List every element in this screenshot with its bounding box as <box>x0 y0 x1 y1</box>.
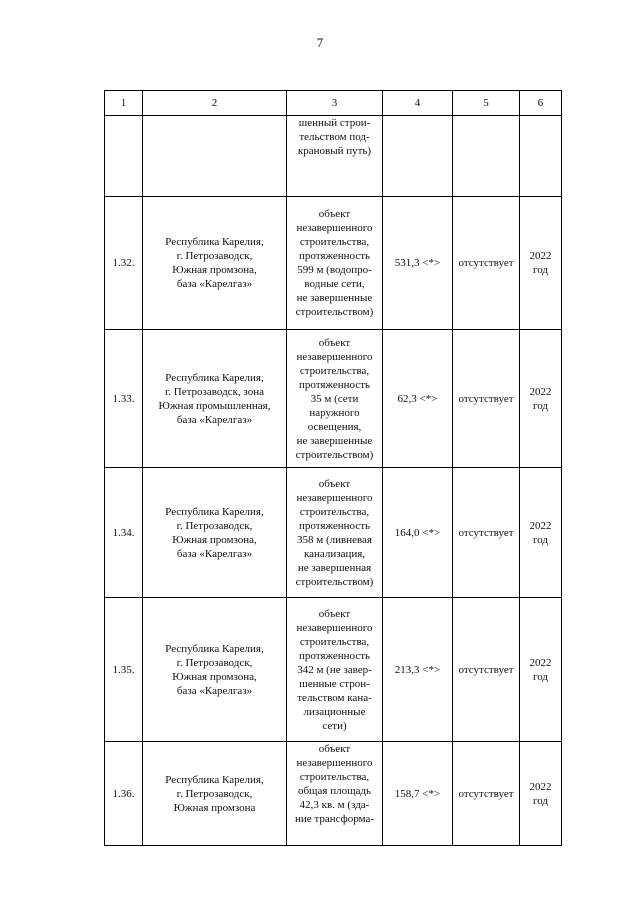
table-row <box>105 742 562 846</box>
address-line: г. Петрозаводск, <box>176 250 253 262</box>
address-cell <box>143 742 287 846</box>
address-line: база «Карелгаз» <box>176 684 253 697</box>
description-line: 342 м (не завер- <box>297 663 372 676</box>
table-row <box>105 330 562 468</box>
description-line: строительства, <box>299 236 370 248</box>
column-header: 2 <box>143 91 287 116</box>
address-line: г. Петрозаводск, <box>176 787 253 800</box>
description-line: 599 м (водопро- <box>297 264 372 276</box>
row-number: 1.34. <box>105 468 143 598</box>
description-line: не завершенные <box>296 434 373 447</box>
table-row <box>105 598 562 742</box>
column-header: 5 <box>453 91 520 116</box>
year-line: год <box>532 399 549 412</box>
year-line: год <box>532 670 549 683</box>
address-line: Республика Карелия, <box>165 371 264 384</box>
address-cell <box>143 197 287 330</box>
year-cell <box>520 197 562 330</box>
description-line: тельством кана- <box>297 691 372 704</box>
table-row <box>105 197 562 330</box>
table-row <box>105 468 562 598</box>
description-line: наружного <box>309 406 360 419</box>
value-cell: 164,0 <*> <box>383 468 453 598</box>
description-line: объект <box>318 336 351 349</box>
year-cell <box>520 330 562 468</box>
row-number: 1.33. <box>105 330 143 468</box>
table-cell <box>520 116 562 197</box>
description-line: строительства, <box>299 364 370 377</box>
objects-table <box>104 90 562 846</box>
address-line: г. Петрозаводск, зона <box>165 385 264 398</box>
description-line: протяженность <box>298 250 371 262</box>
description-line: объект <box>318 477 351 490</box>
year-line: год <box>532 264 549 276</box>
year-line: год <box>532 794 549 807</box>
description-line: не завершенная <box>297 561 372 574</box>
table-cell <box>453 116 520 197</box>
table-header-row <box>105 91 562 116</box>
address-line: Республика Карелия, <box>165 505 264 518</box>
year-cell <box>520 468 562 598</box>
address-line: г. Петрозаводск, <box>176 519 253 532</box>
continuation-row <box>105 116 562 197</box>
description-line: объект <box>318 208 351 220</box>
address-line: Южная промзона, <box>172 533 257 546</box>
address-line: г. Петрозаводск, <box>176 656 253 669</box>
description-line: незавершенного <box>296 621 373 634</box>
address-cell <box>143 330 287 468</box>
row-number: 1.35. <box>105 598 143 742</box>
column-header: 4 <box>383 91 453 116</box>
description-line: ние трансформа- <box>294 813 375 825</box>
description-line: шенные строн- <box>299 677 370 690</box>
column-header: 6 <box>520 91 562 116</box>
description-line: 42,3 кв. м (зда- <box>299 799 370 811</box>
year-cell <box>520 598 562 742</box>
address-line: Южная промышленная, <box>158 399 271 412</box>
year-line: год <box>532 533 549 546</box>
description-line: строительством) <box>295 306 374 318</box>
address-line: Южная промзона <box>173 801 256 814</box>
description-line: освещения, <box>307 420 362 433</box>
address-cell <box>143 468 287 598</box>
status-cell: отсутствует <box>453 197 520 330</box>
description-line: крановый путь) <box>297 145 372 157</box>
value-cell: 213,3 <*> <box>383 598 453 742</box>
page-number: 7 <box>316 35 324 50</box>
description-line: строительства, <box>299 635 370 648</box>
description-line: общая площадь <box>297 785 372 797</box>
description-line: 358 м (ливневая <box>297 533 372 546</box>
address-line: Республика Карелия, <box>165 236 264 248</box>
description-line: лизационные <box>303 705 366 718</box>
year-line: 2022 <box>529 250 552 262</box>
description-cell <box>287 116 383 197</box>
description-line: канализация, <box>303 547 366 560</box>
description-line: протяженность <box>298 378 371 391</box>
description-line: строительством) <box>295 575 374 588</box>
status-cell: отсутствует <box>453 598 520 742</box>
description-line: шенный строи- <box>298 117 371 129</box>
description-line: 35 м (сети <box>310 392 359 405</box>
description-cell <box>287 598 383 742</box>
description-line: водные сети, <box>304 278 365 290</box>
description-line: сети) <box>322 719 347 732</box>
description-line: незавершенного <box>296 491 373 504</box>
status-cell: отсутствует <box>453 468 520 598</box>
address-line: база «Карелгаз» <box>176 413 253 426</box>
description-line: строительством) <box>295 448 374 461</box>
address-line: Республика Карелия, <box>165 773 264 786</box>
description-cell <box>287 197 383 330</box>
year-cell <box>520 742 562 846</box>
address-line: база «Карелгаз» <box>176 547 253 560</box>
address-line: Южная промзона, <box>172 264 257 276</box>
year-line: 2022 <box>529 385 552 398</box>
description-cell <box>287 742 383 846</box>
value-cell: 531,3 <*> <box>383 197 453 330</box>
address-cell <box>143 598 287 742</box>
description-line: протяженность <box>298 519 371 532</box>
table-cell <box>383 116 453 197</box>
description-line: незавершенного <box>296 350 373 363</box>
column-header: 3 <box>287 91 383 116</box>
status-cell: отсутствует <box>453 742 520 846</box>
year-line: 2022 <box>529 519 552 532</box>
description-line: незавершенного <box>296 757 373 769</box>
description-line: объект <box>318 743 351 755</box>
address-line: Республика Карелия, <box>165 642 264 655</box>
value-cell: 158,7 <*> <box>383 742 453 846</box>
description-cell <box>287 468 383 598</box>
column-header: 1 <box>105 91 143 116</box>
status-cell: отсутствует <box>453 330 520 468</box>
address-line: база «Карелгаз» <box>176 278 253 290</box>
description-line: строительства, <box>299 771 370 783</box>
description-line: тельством под- <box>299 131 370 143</box>
row-number: 1.32. <box>105 197 143 330</box>
row-number: 1.36. <box>105 742 143 846</box>
description-line: объект <box>318 607 351 620</box>
year-line: 2022 <box>529 780 552 793</box>
value-cell: 62,3 <*> <box>383 330 453 468</box>
description-line: протяженность <box>298 649 371 662</box>
description-cell <box>287 330 383 468</box>
description-line: строительства, <box>299 505 370 518</box>
description-line: незавершенного <box>296 222 373 234</box>
address-line: Южная промзона, <box>172 670 257 683</box>
year-line: 2022 <box>529 656 552 669</box>
description-line: не завершенные <box>296 292 373 304</box>
table-cell <box>143 116 287 197</box>
table-cell <box>105 116 143 197</box>
